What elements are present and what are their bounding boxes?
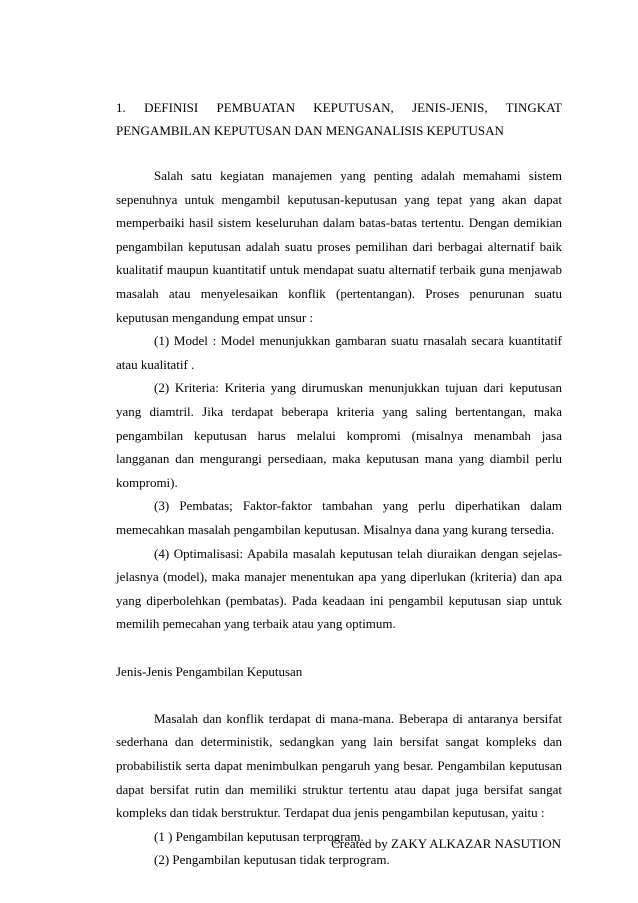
element-optimization: (4) Optimalisasi: Apabila masalah keputusan telah diuraikan dengan sejelas-jelasnya (model), maka manajer menentukan apa yang diperlukan (kriteria) dan apa yang diperbolehkan (pembatas). Pada keadaan ini pengambil keputusan siap untuk memilih pemecahan yang terbaik atau yang optimum. bbox=[116, 545, 562, 632]
spacer bbox=[116, 142, 562, 164]
footer-credit: Created by ZAKY ALKAZAR NASUTION bbox=[331, 836, 561, 851]
element-criteria: (2) Kriteria: Kriteria yang dirumuskan menunjukkan tujuan dari keputusan yang diamtril. Jika terdapat beberapa kriteria yang saling bertentangan, maka pengambilan keputusan harus melalui kompromi (misalnya menambah jasa langganan dan mengurangi persediaan, maka keputusan mana yang diambil perlu kompromi). bbox=[116, 380, 562, 490]
type-programmed: (1 ) Pengambilan keputusan terprogram. bbox=[154, 828, 364, 844]
type-unprogrammed: (2) Pengambilan keputusan tidak terprogram. bbox=[154, 852, 390, 868]
spacer bbox=[116, 683, 562, 707]
element-model: (1) Model : Model menunjukkan gambaran suatu rnasalah secara kuantitatif atau kualitatif . bbox=[116, 333, 562, 372]
section-title: Jenis-Jenis Pengambilan Keputusan bbox=[116, 663, 303, 679]
element-constraints: (3) Pembatas; Faktor-faktor tambahan yang perlu diperhatikan dalam memecahkan masalah pengambilan keputusan. Misalnya dana yang kurang tersedia. bbox=[116, 498, 562, 537]
heading-line-1: 1. DEFINISI PEMBUATAN KEPUTUSAN, JENIS-JENIS, TINGKAT bbox=[116, 100, 562, 115]
document-body bbox=[116, 96, 562, 872]
section-paragraph: Masalah dan konflik terdapat di mana-mana. Beberapa di antaranya bersifat sederhana dan deterministik, sedangkan yang lain bersifat sangat kompleks dan probabilistik serta dapat menimbulkan pengaruh yang besar. Pengambilan keputusan dapat bersifat rutin dan memiliki struktur tertentu atau dapat juga bersifat sangat kompleks dan tidak berstruktur. Terdapat dua jenis pengambilan keputusan, yaitu : bbox=[116, 710, 562, 821]
spacer bbox=[116, 636, 562, 660]
intro-paragraph: Salah satu kegiatan manajemen yang penting adalah memahami sistem sepenuhnya untuk mengambil keputusan-keputusan yang tepat yang akan dapat memperbaiki hasil sistem keseluruhan dalam batas-batas tertentu. Dengan demikian pengambilan keputusan adalah suatu proses pemilihan dari berbagai alternatif baik kualitatif maupun kuantitatif untuk mendapat suatu alternatif terbaik guna menjawab masalah atau menyelesaikan konflik (pertentangan). Proses penurunan suatu keputusan mengandung empat unsur : bbox=[116, 168, 562, 325]
heading-line-2: PENGAMBILAN KEPUTUSAN DAN MENGANALISIS KEPUTUSAN bbox=[116, 123, 504, 138]
